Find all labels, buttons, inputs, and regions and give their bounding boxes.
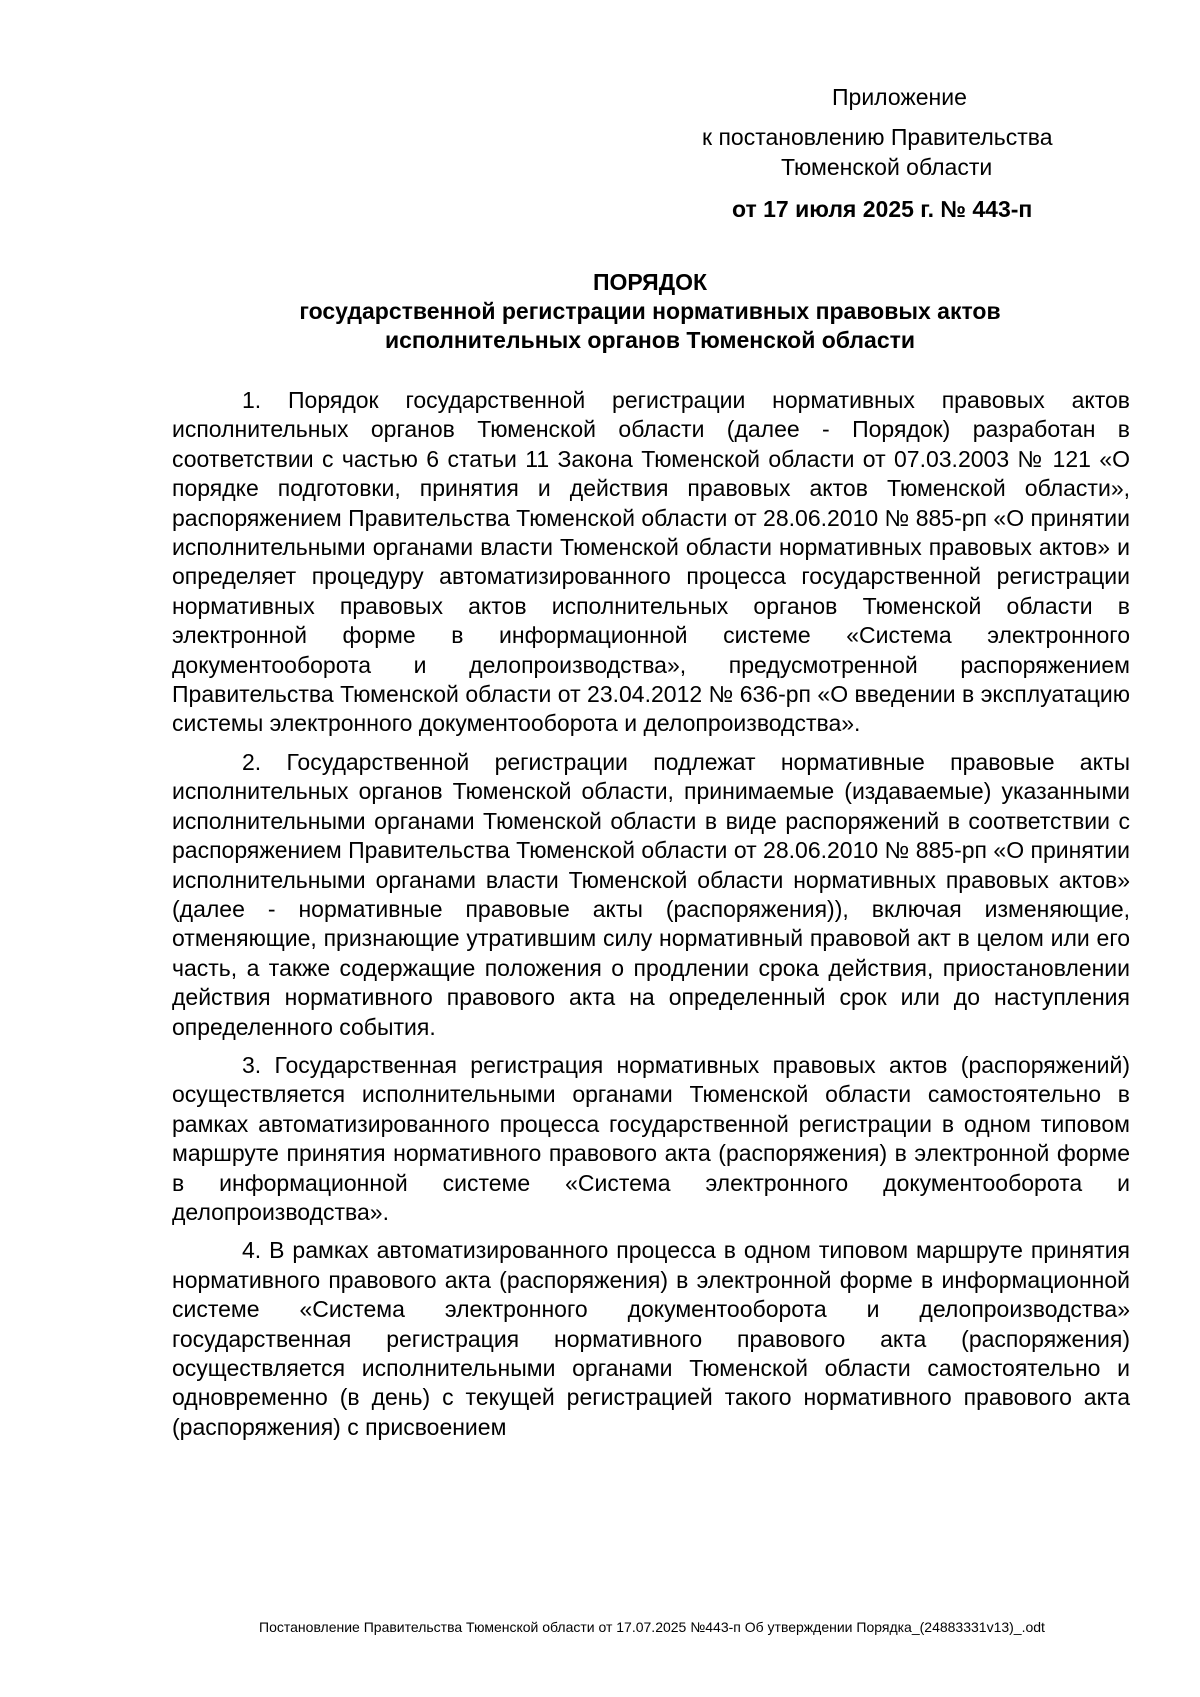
title-subtitle-line2: исполнительных органов Тюменской области [384, 327, 916, 353]
approval-region-label: Тюменской области [781, 154, 993, 180]
paragraph-3: 3. Государственная регистрация нормативных правовых актов (распоряжений) осуществляется исполнительными органами Тюменской области самостоятельно в рамках автоматизированного процесса государственной регистрации в одном типовом маршруте принятия нормативного правового акта (распоряжения) в электронной форме в информационной системе «Система электронного документооборота и делопроизводства». [172, 1051, 1130, 1225]
approval-block [690, 82, 1140, 224]
approval-resolution-label: к постановлению Правительства [702, 124, 1053, 150]
approval-date-number: от 17 июля 2025 г. № 443-п [732, 196, 1033, 222]
document-body [172, 386, 1130, 1451]
paragraph-1: 1. Порядок государственной регистрации нормативных правовых актов исполнительных органов Тюменской области (далее - Порядок) разработан в соответствии с частью 6 статьи 11 Закона Тюменской области от 07.03.2003 № 121 «О порядке подготовки, принятия и действия правовых актов Тюменской области», распоряжением Правительства Тюменской области от 28.06.2010 № 885-рп «О принятии исполнительными органами власти Тюменской области нормативных правовых актов» и определяет процедуру автоматизированного процесса государственной регистрации нормативных правовых актов исполнительных органов Тюменской области в электронной форме в информационной системе «Система электронного документооборота и делопроизводства», предусмотренной распоряжением Правительства Тюменской области от 23.04.2012 № 636-рп «О введении в эксплуатацию системы электронного документооборота и делопроизводства». [172, 387, 1130, 737]
document-title [170, 268, 1130, 355]
title-subtitle-line1: государственной регистрации нормативных правовых актов [299, 298, 1001, 324]
page-footer: Постановление Правительства Тюменской области от 17.07.2025 №443-п Об утверждении Порядка_(24883331v13)_.odt [259, 1619, 1045, 1635]
paragraph-2: 2. Государственной регистрации подлежат нормативные правовые акты исполнительных органов Тюменской области, принимаемые (издаваемые) указанными исполнительными органами Тюменской области в виде распоряжений в соответствии с распоряжением Правительства Тюменской области от 28.06.2010 № 885-рп «О принятии исполнительными органами власти Тюменской области нормативных правовых актов» (далее - нормативные правовые акты (распоряжения)), включая изменяющие, отменяющие, признающие утратившим силу нормативный правовой акт в целом или его часть, а также содержащие положения о продлении срока действия, приостановлении действия нормативного правового акта на определенный срок или до наступления определенного события. [172, 748, 1130, 1040]
paragraph-4: 4. В рамках автоматизированного процесса в одном типовом маршруте принятия нормативного правового акта (распоряжения) в электронной форме в информационной системе «Система электронного документооборота и делопроизводства» государственная регистрация нормативного правового акта (распоряжения) осуществляется исполнительными органами Тюменской области самостоятельно и одновременно (в день) с текущей регистрацией такого нормативного правового акта (распоряжения) с присвоением [172, 1237, 1130, 1440]
approval-appendix-label: Приложение [832, 84, 967, 110]
title-heading: ПОРЯДОК [592, 269, 708, 295]
